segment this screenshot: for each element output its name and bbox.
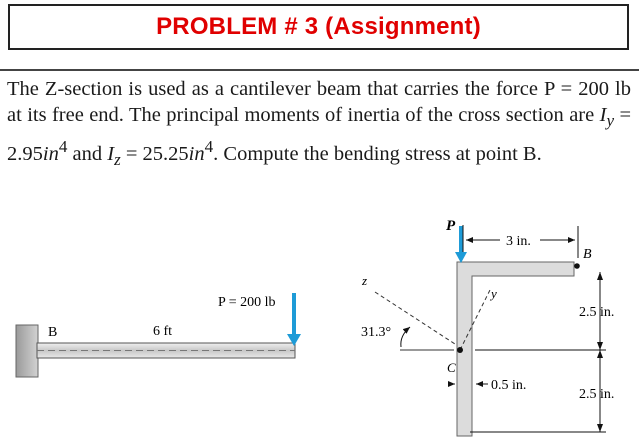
dim-thickness-label: 0.5 in.	[491, 378, 527, 393]
section-point-b-label: B	[583, 247, 592, 262]
beam-load-label: P = 200 lb	[218, 295, 276, 310]
iy-symbol: I	[599, 104, 607, 126]
dim-lower-height-label: 2.5 in.	[579, 387, 615, 402]
z-axis-label: z	[362, 273, 368, 288]
angle-label: 31.3°	[361, 325, 392, 340]
iz-unit: in	[188, 142, 205, 165]
z-section-shape	[457, 262, 574, 436]
statement-mid: and	[67, 142, 108, 165]
iy-unit: in	[42, 142, 59, 165]
centroid-point	[457, 347, 463, 353]
dim-lower-top-arrow	[597, 350, 603, 358]
z-section-figure	[361, 218, 614, 436]
iz-value: = 25.25	[120, 142, 189, 165]
angle-arc	[401, 327, 410, 347]
dim-3in-label: 3 in.	[506, 234, 531, 249]
beam-length-label: 6 ft	[153, 324, 173, 339]
dim-upper-top-arrow	[597, 272, 603, 280]
fixed-support	[16, 325, 38, 377]
centroid-label: C	[447, 360, 456, 375]
section-point-b	[574, 263, 580, 269]
section-load-arrow-head	[455, 252, 467, 263]
iy-value: = 2.95	[7, 104, 632, 165]
iz-symbol: I	[107, 142, 115, 165]
iy-subscript: y	[606, 111, 615, 131]
iz-exponent: 4	[204, 137, 214, 157]
y-axis-label: y	[491, 286, 497, 301]
problem-title: PROBLEM # 3 (Assignment)	[156, 13, 481, 40]
cantilever-beam-figure	[16, 293, 301, 377]
dim-lower-bottom-arrow	[597, 424, 603, 432]
dim-upper-bottom-arrow	[597, 342, 603, 350]
section-load-label: P	[446, 218, 456, 234]
iz-subscript: z	[114, 150, 121, 170]
beam-point-b-label: B	[48, 325, 58, 340]
dim-upper-height-label: 2.5 in.	[579, 305, 615, 320]
iy-exponent: 4	[58, 137, 68, 157]
statement-part1: The Z-section is used as a cantilever beam that carries the force P = 200 lb at its free end. The principal moments of inertia of the cross section are	[7, 78, 631, 126]
statement-part2: . Compute the bending stress at point B.	[213, 142, 542, 165]
